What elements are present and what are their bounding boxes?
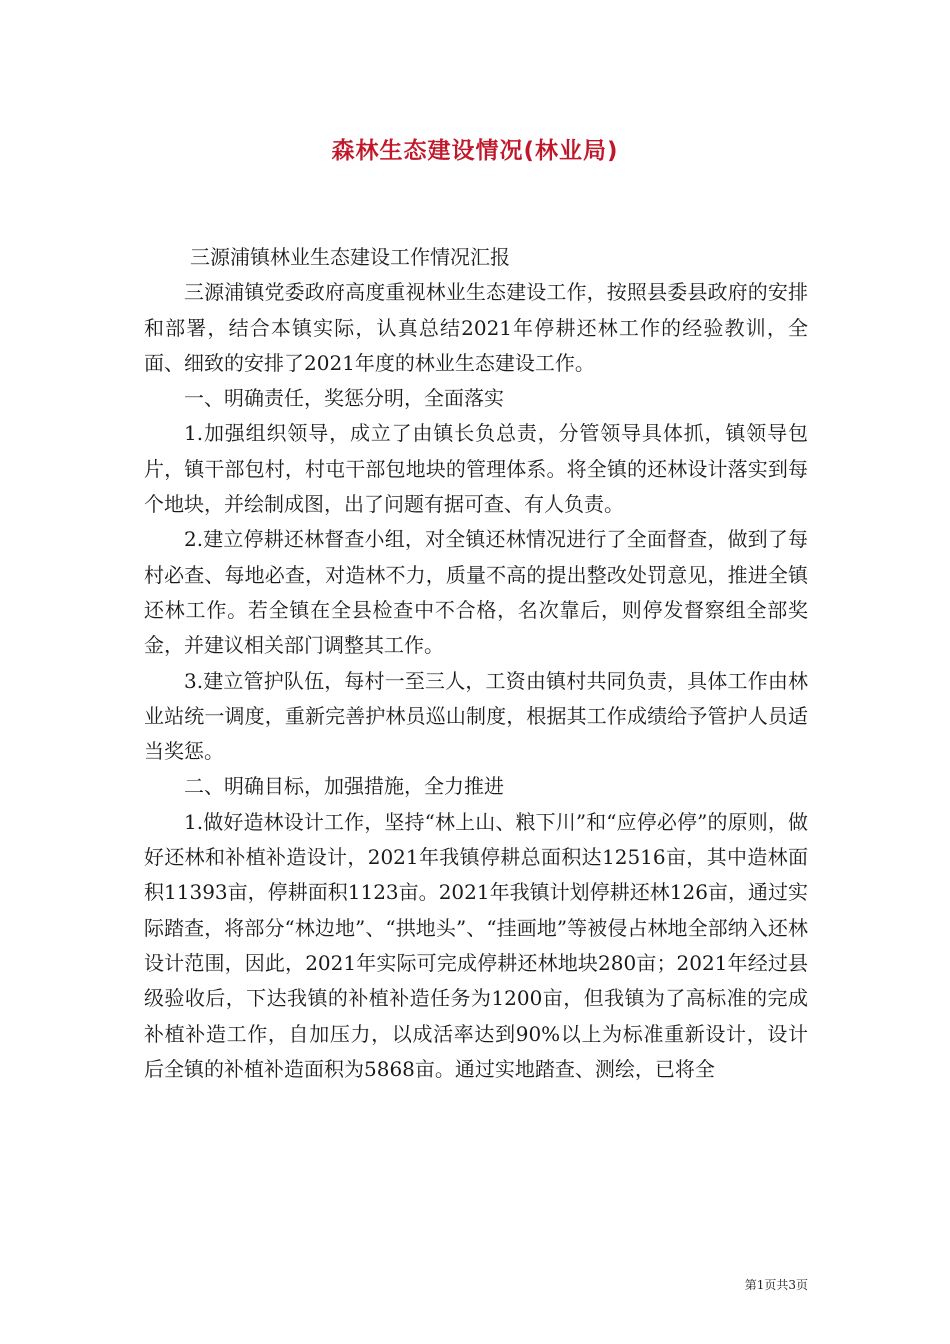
section-heading-two: 二、明确目标，加强措施，全力推进: [184, 774, 504, 799]
paragraph-item-2: 2.建立停耕还林督查小组，对全镇还林情况进行了全面督查，做到了每村必查、每地必查，对造林不力，质量不高的提出整改处罚意见，推进全镇还林工作。若全镇在全县检查中不合格，名次靠后，则停发督察组全部奖金，并建议相关部门调整其工作。: [144, 527, 808, 658]
document-body: [144, 240, 808, 1087]
page-number: 第1页共3页: [744, 1278, 808, 1292]
paragraph-item-1: 1.加强组织领导，成立了由镇长负总责，分管领导具体抓，镇领导包片，镇干部包村，村屯干部包地块的管理体系。将全镇的还林设计落实到每个地块，并绘制成图，出了问题有据可查、有人负责。: [144, 421, 808, 517]
paragraph-item-4: 1.做好造林设计工作，坚持“林上山、粮下川”和“应停必停”的原则，做好还林和补植补造设计，2021年我镇停耕总面积达12516亩，其中造林面积11393亩，停耕面积1123亩。2021年我镇计划停耕还林126亩，通过实际踏查，将部分“林边地”、“拱地头”、“挂画地”等被侵占林地全部纳入还林设计范围，因此，2021年实际可完成停耕还林地块280亩；2021年经过县级验收后，下达我镇的补植补造任务为1200亩，但我镇为了高标准的完成补植补造工作，自加压力，以成活率达到90%以上为标准重新设计，设计后全镇的补植补造面积为5868亩。通过实地踏查、测绘，已将全: [144, 809, 808, 1081]
report-heading: 三源浦镇林业生态建设工作情况汇报: [190, 245, 510, 269]
paragraph-item-3: 3.建立管护队伍，每村一至三人，工资由镇村共同负责，具体工作由林业站统一调度，重新完善护林员巡山制度，根据其工作成绩给予管护人员适当奖惩。: [144, 668, 808, 764]
document-title: 森林生态建设情况(林业局): [331, 138, 619, 164]
section-heading-one: 一、明确责任，奖惩分明，全面落实: [184, 386, 504, 411]
intro-paragraph: 三源浦镇党委政府高度重视林业生态建设工作，按照县委县政府的安排和部署，结合本镇实际，认真总结2021年停耕还林工作的经验教训，全面、细致的安排了2021年度的林业生态建设工作。: [144, 280, 808, 375]
